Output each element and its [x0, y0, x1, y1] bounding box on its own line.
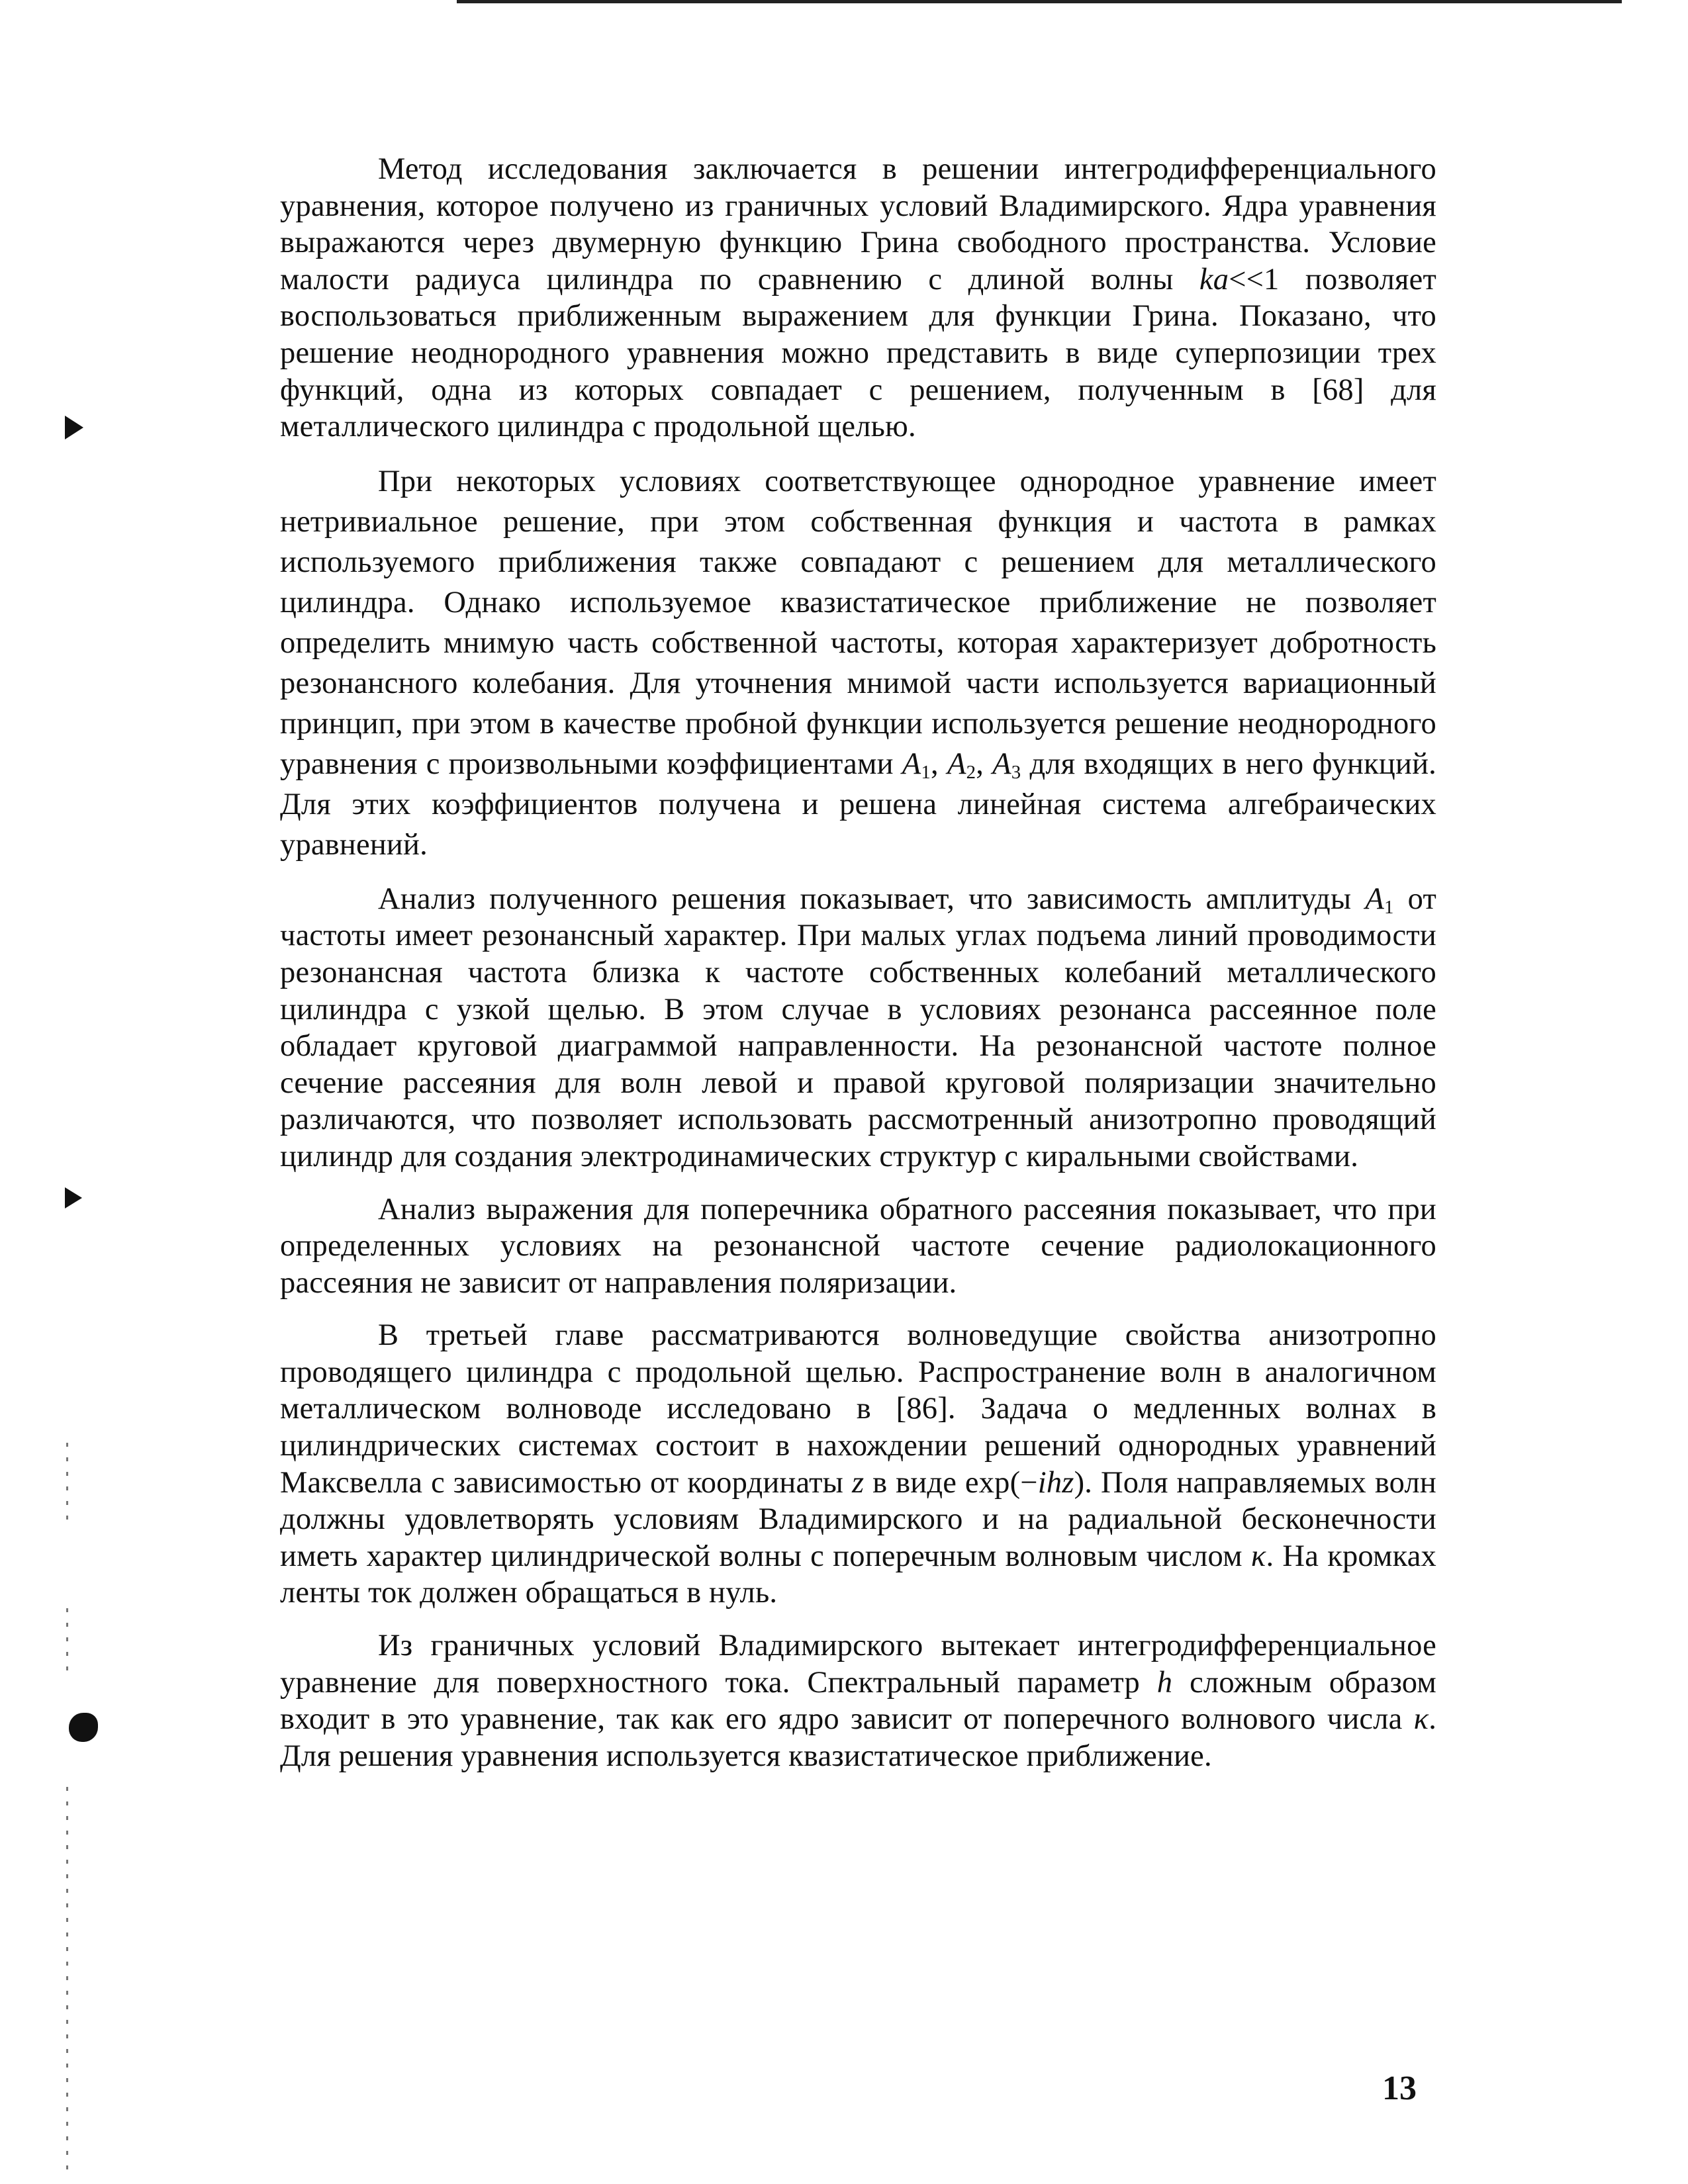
paragraph-6-head: Из граничных условий Владимирского вытекает интегродифференциальное уравнение для поверхностного тока. Спектральный параметр	[280, 1629, 1436, 1700]
coef-A: A	[902, 747, 921, 781]
paragraph-5-end: . На кромках ленты ток должен обращаться в нуль.	[280, 1539, 1436, 1610]
paragraph-5-head: В третьей главе рассматриваются волноведущие свойства анизотропно проводящего цилиндра с продольной щелью. Распространение волн в аналогичном металлическом волноводе исследовано в [86]. Задача о медленных волнах в цилиндрических системах состоит в нахождении решений однородных уравнений Максвелла с зависимостью от координаты	[280, 1318, 1436, 1500]
coef-A: A	[992, 747, 1011, 781]
formula-ka: ka	[1199, 262, 1229, 296]
paragraph-1-text: Метод исследования заключается в решении интегродифференциального уравнения, которое получено из граничных условий Владимирского. Ядра уравнения выражаются через двумерную функцию Грина свободного пространства. Условие малости радиуса цилиндра по сравнению с длиной волны	[280, 152, 1436, 296]
paragraph-2-tail: для входящих в него функций. Для этих коэффициентов получена и решена линейная система алгебраических уравнений.	[280, 747, 1437, 862]
amplitude-sub: 1	[1384, 896, 1394, 918]
amplitude-A: A	[1365, 882, 1384, 916]
top-rule	[457, 0, 1622, 3]
scan-dots	[66, 1608, 68, 1681]
var-h: h	[1156, 1665, 1173, 1700]
coef-sub: 2	[966, 761, 976, 783]
var-kappa: κ	[1250, 1539, 1266, 1573]
coef-A: A	[947, 747, 966, 781]
paragraph-2-text: При некоторых условиях соответствующее однородное уравнение имеет нетривиальное решение, при этом собственная функция и частота в рамках используемого приближения также совпадают с решением для металлического цилиндра. Однако используемое квазистатическое приближение не позволяет определить мнимую часть собственной частоты, которая характеризует добротность резонансного колебания. Для уточнения мнимой части используется вариационный принцип, при этом в качестве пробной функции используется решение неоднородного уравнения с произвольными коэффициентами	[280, 464, 1436, 781]
comma: ,	[976, 747, 984, 781]
var-z: z	[851, 1465, 865, 1500]
paragraph-5-tail: . Поля направляемых волн должны удовлетворять условиям Владимирского и на радиальной бесконечности иметь характер цилиндрической волны с поперечным волновым числом	[280, 1465, 1436, 1573]
paragraph-5	[280, 1317, 1436, 1612]
page-number: 13	[1382, 2070, 1417, 2107]
paragraph-6-tail: . Для решения уравнения используется квазистатическое приближение.	[280, 1702, 1437, 1773]
document-body	[280, 151, 1436, 1790]
coef-sub: 1	[921, 761, 931, 783]
formula-ihz: ihz	[1037, 1465, 1074, 1500]
scan-dots	[66, 1443, 68, 1522]
paragraph-2	[280, 461, 1436, 865]
paragraph-6-mid: сложным образом входит в это уравнение, так как его ядро зависит от поперечного волнового числа	[280, 1665, 1437, 1737]
formula-close: )	[1074, 1465, 1085, 1500]
paragraph-1	[280, 151, 1436, 445]
scan-mark-arrow	[65, 1187, 82, 1208]
paragraph-6	[280, 1627, 1436, 1774]
paragraph-3-tail: от частоты имеет резонансный характер. При малых углах подъема линий проводимости резонансная частота близка к частоте собственных колебаний металлического цилиндра с узкой щелью. В этом случае в условиях резонанса рассеянное поле обладает круговой диаграммой направленности. На резонансной частоте полное сечение рассеяния для волн левой и правой круговой поляризации значительно различаются, что позволяет использовать рассмотренный анизотропно проводящий цилиндр для создания электродинамических структур с киральными свойствами.	[280, 882, 1436, 1173]
paragraph-4: Анализ выражения для поперечника обратного рассеяния показывает, что при определенных условиях на резонансной частоте сечение радиолокационного рассеяния не зависит от направления поляризации.	[280, 1192, 1436, 1300]
var-kappa: κ	[1413, 1702, 1429, 1737]
comma: ,	[931, 747, 939, 781]
formula-op: <<1	[1229, 262, 1280, 296]
paragraph-5-mid: в виде	[872, 1465, 957, 1500]
paragraph-3-head: Анализ полученного решения показывает, что зависимость амплитуды	[378, 882, 1352, 916]
scan-mark-blob	[69, 1713, 98, 1742]
scan-mark-arrow	[65, 416, 83, 439]
scan-dots	[66, 1787, 68, 2171]
formula-exp: exp(−	[964, 1465, 1038, 1500]
paragraph-1-tail: позволяет воспользоваться приближенным выражением для функции Грина. Показано, что решение неоднородного уравнения можно представить в виде суперпозиции трех функций, одна из которых совпадает с решением, полученным в [68] для металлического цилиндра с продольной щелью.	[280, 262, 1437, 444]
paragraph-3	[280, 881, 1436, 1175]
coef-sub: 3	[1011, 761, 1021, 783]
